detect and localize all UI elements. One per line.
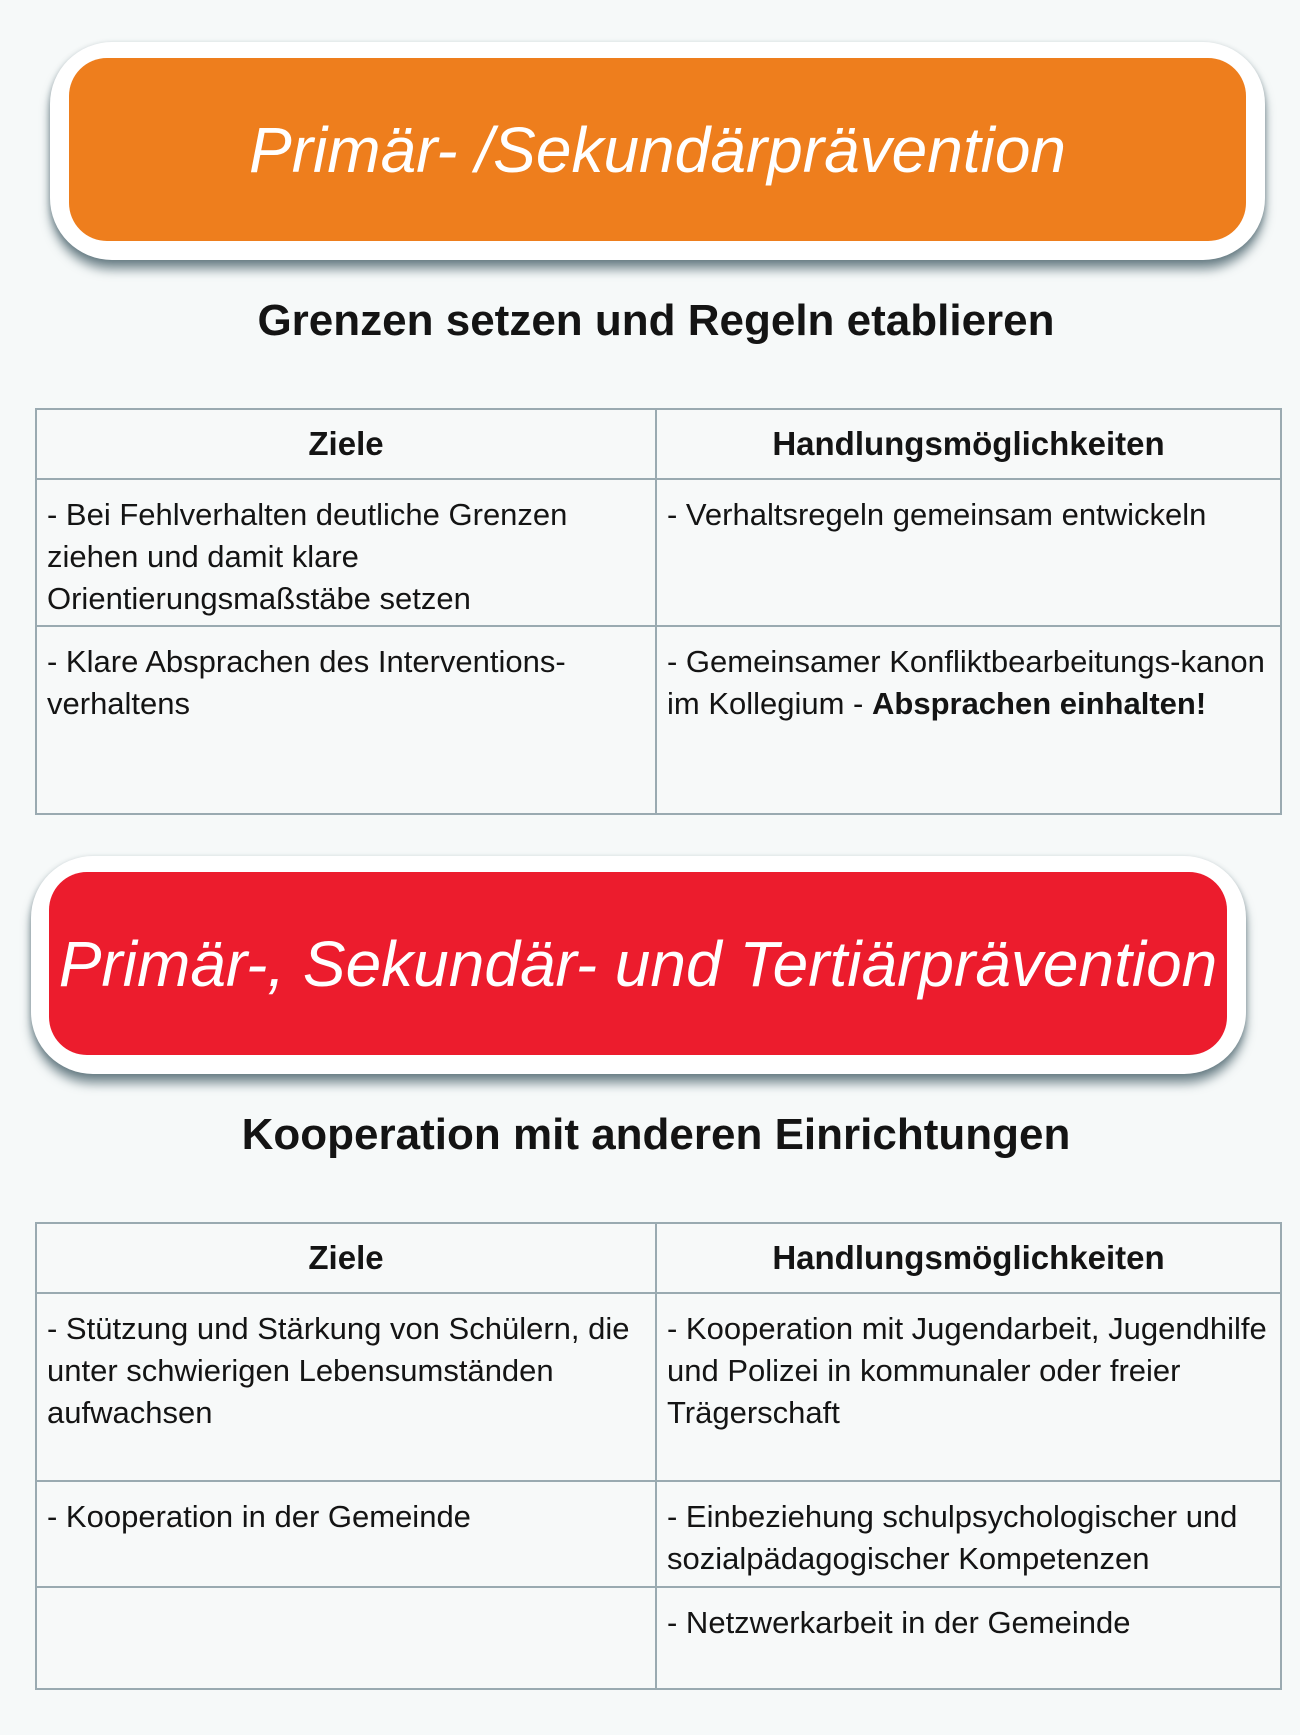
goal-cell <box>36 626 656 814</box>
goal-text: - Klare Absprachen des Interventions-verhaltens <box>47 644 566 721</box>
action-text: - Gemeinsamer Konfliktbearbeitungs-kanon im Kollegium - <box>667 644 1265 721</box>
action-cell <box>656 1293 1281 1481</box>
action-text: - Einbeziehung schulpsychologischer und sozialpädagogischer Kompetenzen <box>667 1499 1238 1576</box>
table-row <box>36 626 1281 814</box>
header-handlungsmoeglichkeiten: Handlungsmöglichkeiten <box>656 409 1281 479</box>
goal-cell <box>36 1587 656 1689</box>
action-cell <box>656 626 1281 814</box>
goal-cell <box>36 479 656 626</box>
table-grenzen-regeln <box>35 408 1282 815</box>
action-text: - Verhaltsregeln gemeinsam entwickeln <box>667 497 1207 532</box>
table-row <box>36 1293 1281 1481</box>
goal-text: - Stützung und Stärkung von Schülern, die unter schwierigen Lebensumständen aufwachsen <box>47 1311 630 1430</box>
section-title-kooperation: Kooperation mit anderen Einrichtungen <box>241 1110 1071 1159</box>
action-cell <box>656 479 1281 626</box>
banner-primaer-sekundaer-tertiaer: Primär-, Sekundär- und Tertiärprävention <box>49 872 1227 1055</box>
table-header-row <box>36 1223 1281 1293</box>
goal-text: - Kooperation in der Gemeinde <box>47 1499 471 1534</box>
goal-cell <box>36 1293 656 1481</box>
table-kooperation <box>35 1222 1282 1690</box>
goal-cell <box>36 1481 656 1587</box>
action-text: - Kooperation mit Jugendarbeit, Jugendhilfe und Polizei in kommunaler oder freier Trägerschaft <box>667 1311 1267 1430</box>
header-handlungsmoeglichkeiten: Handlungsmöglichkeiten <box>656 1223 1281 1293</box>
section-title-grenzen: Grenzen setzen und Regeln etablieren <box>257 296 1055 345</box>
table-row <box>36 1481 1281 1587</box>
table-header-row <box>36 409 1281 479</box>
action-cell <box>656 1587 1281 1689</box>
table-row <box>36 1587 1281 1689</box>
banner-primaer-sekundaer: Primär- /Sekundärprävention <box>69 58 1246 241</box>
header-ziele: Ziele <box>36 1223 656 1293</box>
table-row <box>36 479 1281 626</box>
action-emphasis: Absprachen einhalten! <box>872 686 1207 721</box>
action-cell <box>656 1481 1281 1587</box>
action-text: - Netzwerkarbeit in der Gemeinde <box>667 1605 1131 1640</box>
header-ziele: Ziele <box>36 409 656 479</box>
goal-text: - Bei Fehlverhalten deutliche Grenzen ziehen und damit klare Orientierungsmaßstäbe setzen <box>47 497 568 616</box>
